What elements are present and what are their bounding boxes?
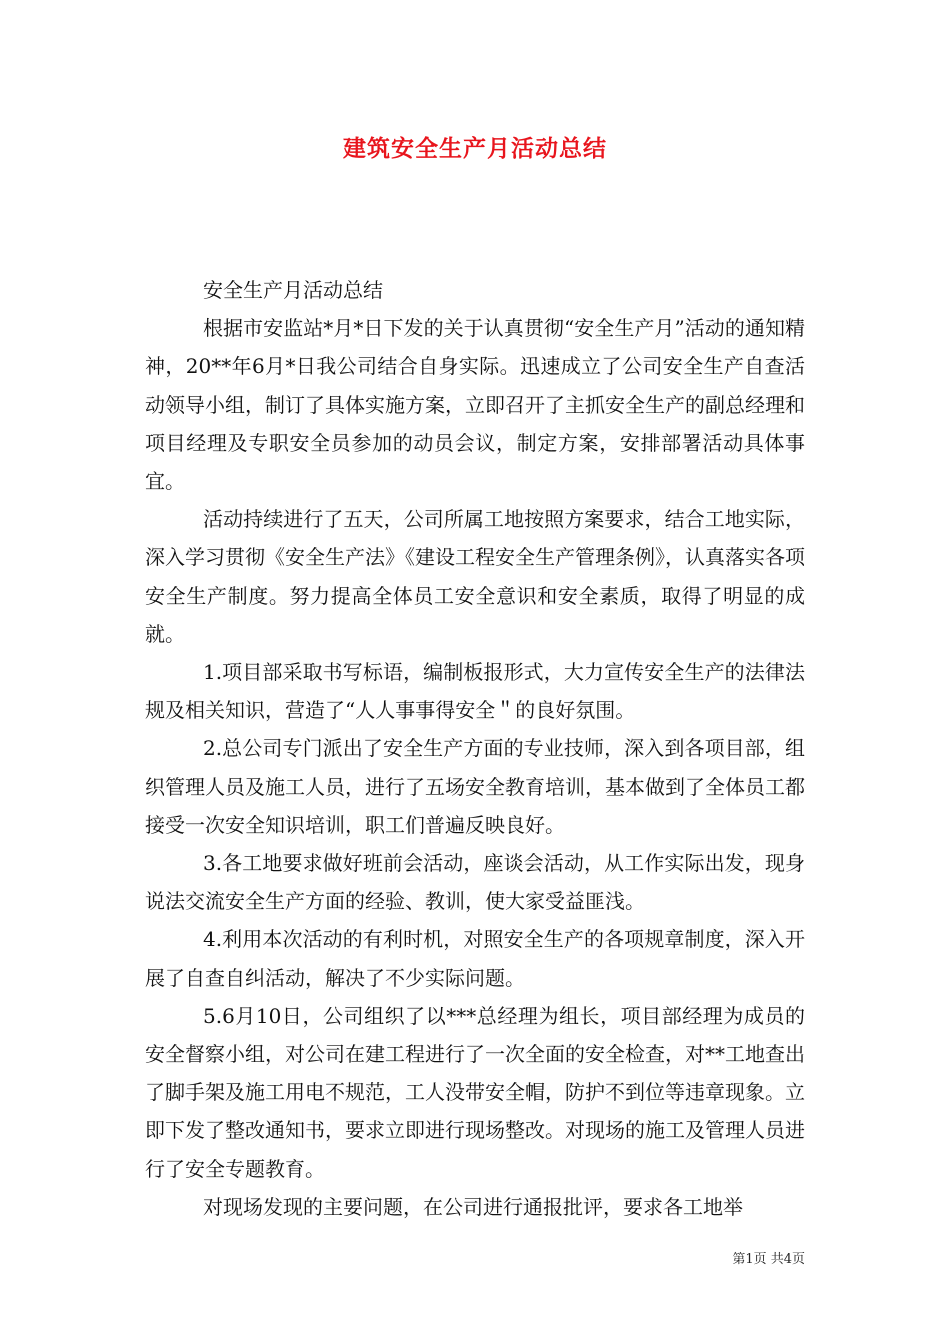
paragraph: 对现场发现的主要问题，在公司进行通报批评，要求各工地举 [203,1194,743,1219]
paragraph: 2.总公司专门派出了安全生产方面的专业技师，深入到各项目部，组织管理人员及施工人员，进行了五场安全教育培训，基本做到了全体员工都接受一次安全知识培训，职工们普遍反映良好。 [145,736,805,837]
paragraph: 1.项目部采取书写标语，编制板报形式，大力宣传安全生产的法律法规及相关知识，营造了“人人事事得安全＂的良好氛围。 [145,660,805,723]
document-title: 建筑安全生产月活动总结 [343,136,607,162]
paragraph: 活动持续进行了五天，公司所属工地按照方案要求，结合工地实际，深入学习贯彻《安全生产法》《建设工程安全生产管理条例》，认真落实各项安全生产制度。努力提高全体员工安全意识和安全素质，取得了明显的成就。 [145,507,805,646]
section-heading: 安全生产月活动总结 [203,278,383,302]
document-body [145,271,805,1226]
paragraph: 根据市安监站*月*日下发的关于认真贯彻“安全生产月”活动的通知精神，20**年6月*日我公司结合自身实际。迅速成立了公司安全生产自查活动领导小组，制订了具体实施方案，立即召开了主抓安全生产的副总经理和项目经理及专职安全员参加的动员会议，制定方案，安排部署活动具体事宜。 [145,316,805,494]
paragraph: 4.利用本次活动的有利时机，对照安全生产的各项规章制度，深入开展了自查自纠活动，解决了不少实际问题。 [145,927,805,990]
paragraph: 5.6月10日，公司组织了以***总经理为组长，项目部经理为成员的安全督察小组，对公司在建工程进行了一次全面的安全检查，对**工地查出了脚手架及施工用电不规范，工人没带安全帽，防护不到位等违章现象。立即下发了整改通知书，要求立即进行现场整改。对现场的施工及管理人员进行了安全专题教育。 [145,1003,805,1181]
page-indicator: 第1页 共4页 [732,1252,805,1267]
paragraph: 3.各工地要求做好班前会活动，座谈会活动，从工作实际出发，现身说法交流安全生产方面的经验、教训，使大家受益匪浅。 [145,851,805,914]
